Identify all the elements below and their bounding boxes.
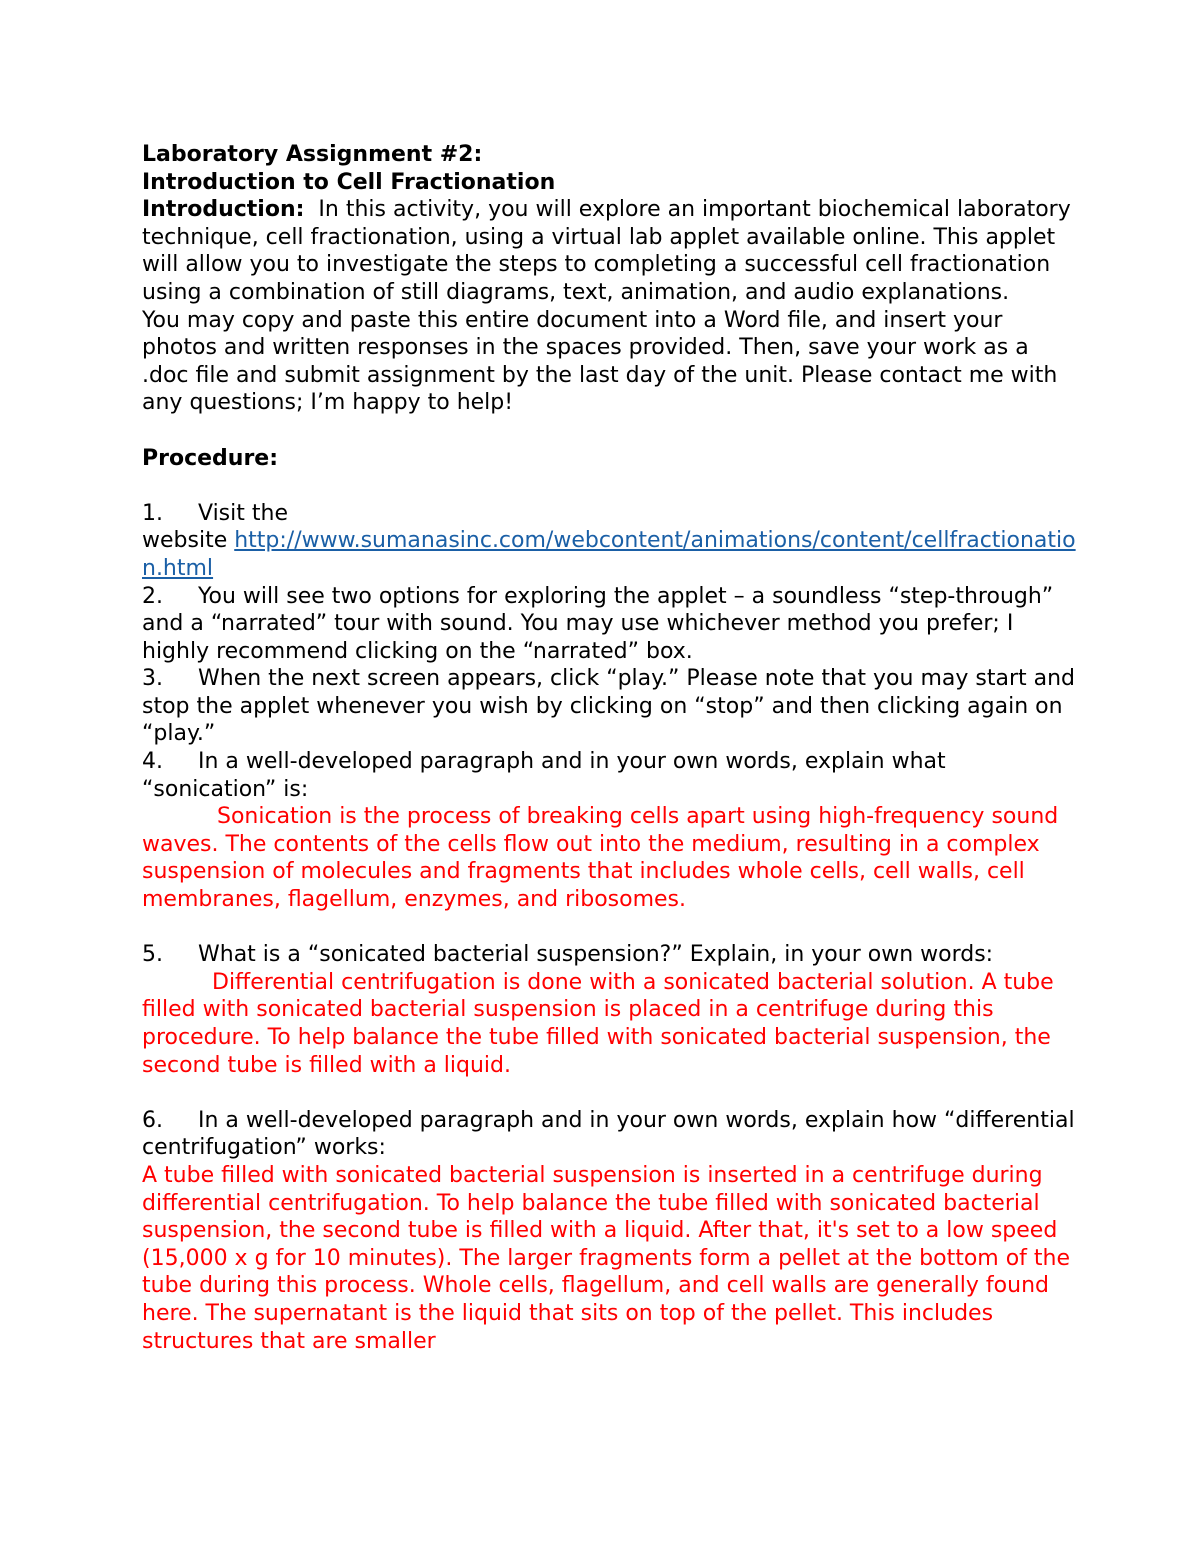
step-number: 2. xyxy=(142,583,163,609)
intro-paragraph xyxy=(142,196,1080,306)
step-4 xyxy=(142,748,1080,803)
document-title: Laboratory Assignment #2: xyxy=(142,142,483,167)
document-subtitle: Introduction to Cell Fractionation xyxy=(142,169,556,195)
step-4-answer xyxy=(142,803,1080,913)
step-number: 3. xyxy=(142,666,163,692)
step-3-text: When the next screen appears, click “play.” Please note that you may start and stop the applet whenever you wish by clicking on “stop” and then clicking again on “play.” xyxy=(142,666,1075,747)
procedure-label: Procedure: xyxy=(142,445,279,471)
step-5 xyxy=(142,941,1080,969)
step-5-answer-text: Differential centrifugation is done with a sonicated bacterial solution. A tube filled with sonicated bacterial suspension is placed in a centrifuge during this procedure. To help balance the tube filled with sonicated bacterial suspension, the second tube is filled with a liquid. xyxy=(142,969,1054,1078)
step-number: 1. xyxy=(142,500,163,526)
step-number: 5. xyxy=(142,942,163,968)
step-1 xyxy=(142,500,1080,528)
step-1-text-a: Visit the xyxy=(198,500,288,526)
step-5-text: What is a “sonicated bacterial suspension?” Explain, in your own words: xyxy=(198,942,994,968)
step-6-answer: A tube filled with sonicated bacterial suspension is inserted in a centrifuge during differential centrifugation. To help balance the tube filled with sonicated bacterial suspension, the second tube is filled with a liquid. After that, it's set to a low speed (15,000 x g for 10 minutes). The larger fragments form a pellet at the bottom of the tube during this process. Whole cells, flagellum, and cell walls are generally found here. The supernatant is the liquid that sits on top of the pellet. This includes structures that are smaller xyxy=(142,1162,1071,1354)
step-6 xyxy=(142,1107,1080,1162)
step-3 xyxy=(142,665,1080,748)
step-number: 6. xyxy=(142,1107,163,1133)
intro-label: Introduction: xyxy=(142,197,305,223)
intro-text: In this activity, you will explore an important biochemical laboratory technique, cell fractionation, using a virtual lab applet available online. This applet will allow you to investigate the steps to completing a successful cell fractionation using a combination of still diagrams, text, animation, and audio explanations. xyxy=(142,197,1071,305)
step-number: 4. xyxy=(142,749,163,775)
step-1-text-b: website xyxy=(142,528,228,554)
intro-paragraph-2: You may copy and paste this entire document into a Word file, and insert your photos and written responses in the spaces provided. Then, save your work as a .doc file and submit assignment by the last day of the unit. Please contact me with any questions; I’m happy to help! xyxy=(142,307,1058,416)
step-6-text: In a well-developed paragraph and in your own words, explain how “differential centrifugation” works: xyxy=(142,1107,1075,1161)
website-link[interactable]: http://www.sumanasinc.com/webcontent/animations/content/cellfractionation.html xyxy=(142,528,1076,581)
step-1-link-line xyxy=(142,527,1080,582)
step-4-answer-text: Sonication is the process of breaking cells apart using high-frequency sound waves. The contents of the cells flow out into the medium, resulting in a complex suspension of molecules and fragments that includes whole cells, cell walls, cell membranes, flagellum, enzymes, and ribosomes. xyxy=(142,804,1059,913)
step-4-text: In a well-developed paragraph and in your own words, explain what “sonication” is: xyxy=(142,749,946,802)
step-2-text: You will see two options for exploring the applet – a soundless “step-through” and a “narrated” tour with sound. You may use whichever method you prefer; I highly recommend clicking on the “narrated” box. xyxy=(142,583,1054,664)
step-5-answer xyxy=(142,969,1080,1079)
step-2 xyxy=(142,583,1080,666)
